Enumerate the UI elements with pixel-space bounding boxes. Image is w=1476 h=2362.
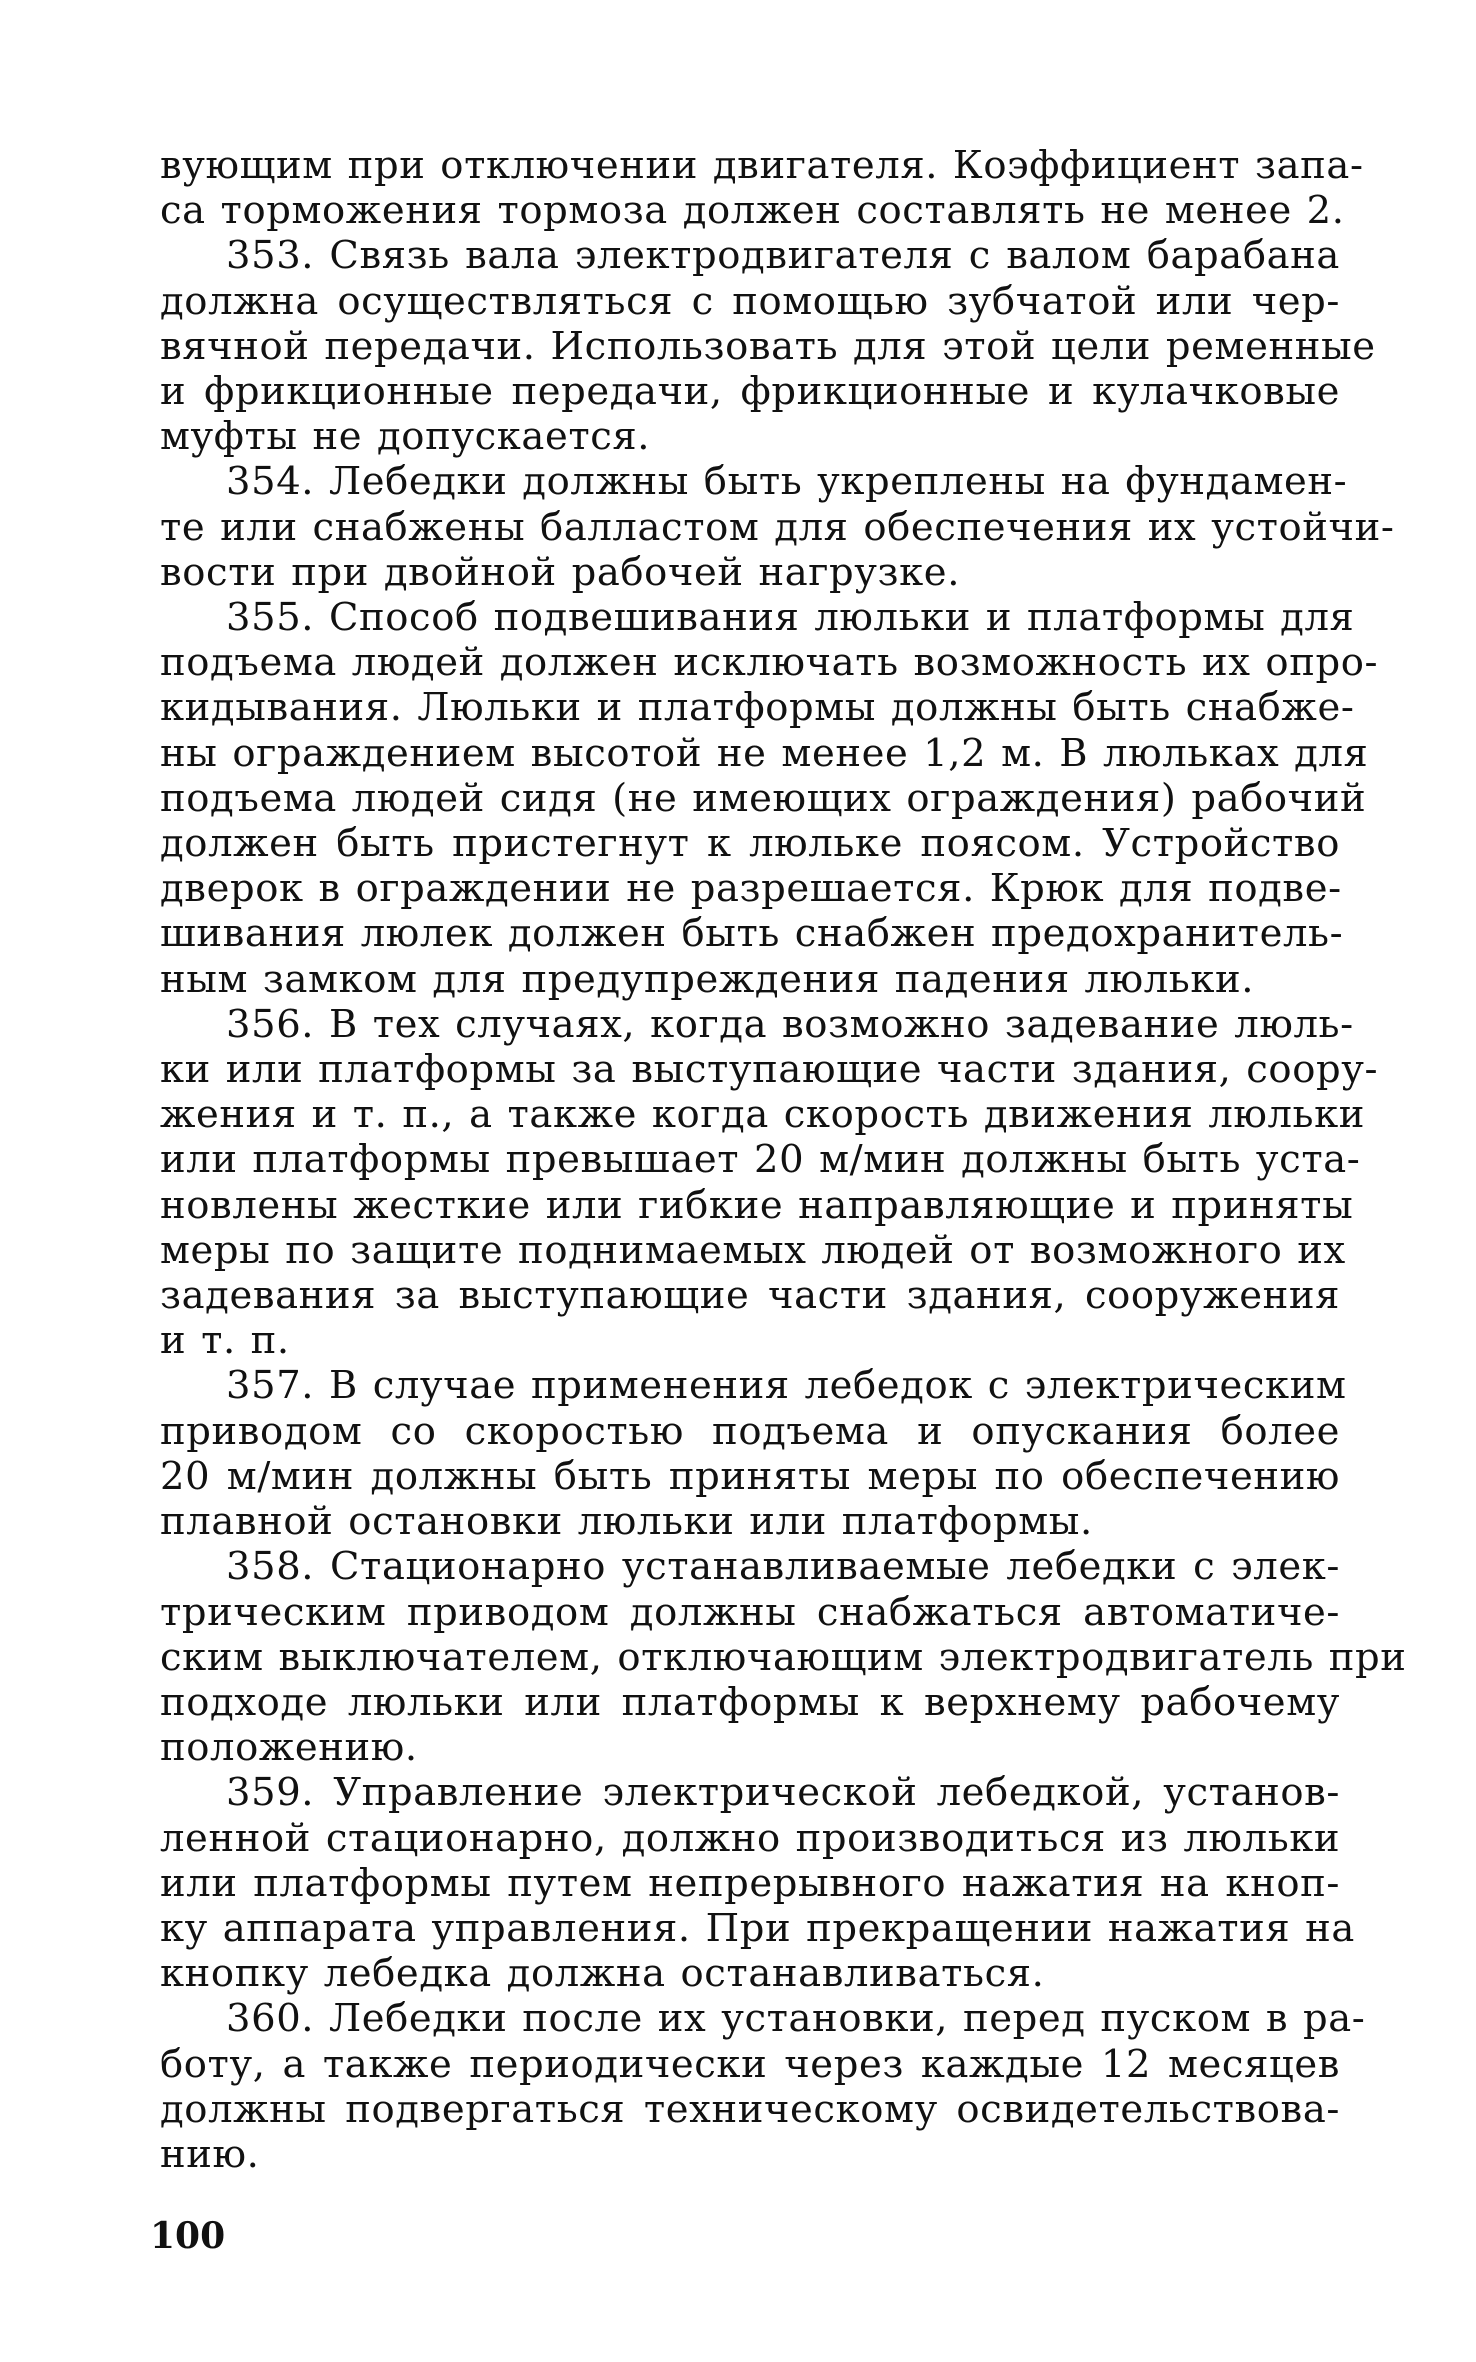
text-line: вячной передачи. Использовать для этой цели ременные <box>160 323 1376 369</box>
text-line: и т. п. <box>160 1318 290 1364</box>
paragraph-357-start: 357. В случае применения лебедок с электрическим <box>226 1363 1347 1409</box>
text-line: подходе люльки или платформы к верхнему рабочему <box>160 1679 1340 1725</box>
paragraph-354-start: 354. Лебедки должны быть укреплены на фундамен- <box>226 459 1348 505</box>
text-line: жения и т. п., а также когда скорость движения люльки <box>160 1092 1366 1138</box>
page-number: 100 <box>150 2215 226 2257</box>
text-line: шивания люлек должен быть снабжен предохранитель- <box>160 911 1344 957</box>
text-line: новлены жесткие или гибкие направляющие и приняты <box>160 1182 1354 1228</box>
text-line: ны ограждением высотой не менее 1,2 м. В люльках для <box>160 730 1369 776</box>
paragraph-359-start: 359. Управление электрической лебедкой, установ- <box>226 1770 1340 1816</box>
text-line: ным замком для предупреждения падения люльки. <box>160 956 1255 1002</box>
text-line: или платформы превышает 20 м/мин должны быть уста- <box>160 1137 1361 1183</box>
text-line: муфты не допускается. <box>160 414 651 460</box>
text-line: меры по защите поднимаемых людей от возможного их <box>160 1227 1346 1273</box>
text-line: задевания за выступающие части здания, сооружения <box>160 1273 1340 1319</box>
text-line: должна осуществляться с помощью зубчатой или чер- <box>160 278 1340 324</box>
paragraph-358-start: 358. Стационарно устанавливаемые лебедки с элек- <box>226 1544 1340 1590</box>
paragraph-353-start: 353. Связь вала электродвигателя с валом барабана <box>226 233 1340 279</box>
text-line: са торможения тормоза должен составлять не менее 2. <box>160 188 1345 234</box>
text-line: подъема людей сидя (не имеющих ограждения) рабочий <box>160 775 1367 821</box>
text-line: должны подвергаться техническому освидетельствова- <box>160 2086 1340 2132</box>
text-line: боту, а также периодически через каждые 12 месяцев <box>160 2041 1340 2087</box>
text-line: и фрикционные передачи, фрикционные и кулачковые <box>160 369 1340 415</box>
text-line: ским выключателем, отключающим электродвигатель при <box>160 1634 1407 1680</box>
text-line: трическим приводом должны снабжаться автоматиче- <box>160 1589 1340 1635</box>
paragraph-360-start: 360. Лебедки после их установки, перед пуском в ра- <box>226 1996 1366 2042</box>
paragraph-356-start: 356. В тех случаях, когда возможно задевание люль- <box>226 1001 1354 1047</box>
text-line: ленной стационарно, должно производиться из люльки <box>160 1815 1341 1861</box>
paragraph-355-start: 355. Способ подвешивания люльки и платформы для <box>226 595 1355 641</box>
text-line: кнопку лебедка должна останавливаться. <box>160 1951 1045 1997</box>
text-line: подъема людей должен исключать возможность их опро- <box>160 640 1379 686</box>
text-line: должен быть пристегнут к люльке поясом. Устройство <box>160 821 1340 867</box>
text-line: вости при двойной рабочей нагрузке. <box>160 549 961 595</box>
text-line: или платформы путем непрерывного нажатия на кноп- <box>160 1860 1340 1906</box>
text-line: ки или платформы за выступающие части здания, соору- <box>160 1047 1379 1093</box>
text-line: те или снабжены балластом для обеспечения их устойчи- <box>160 504 1395 550</box>
text-line: вующим при отключении двигателя. Коэффициент запа- <box>160 143 1364 188</box>
text-line: кидывания. Люльки и платформы должны быть снабже- <box>160 685 1355 731</box>
text-line: дверок в ограждении не разрешается. Крюк для подве- <box>160 866 1342 912</box>
text-line: 20 м/мин должны быть приняты меры по обеспечению <box>160 1453 1340 1499</box>
body-text <box>160 143 1407 2177</box>
text-line: положению. <box>160 1725 418 1771</box>
text-line: приводом со скоростью подъема и опускания более <box>160 1408 1340 1454</box>
text-line: нию. <box>160 2131 260 2177</box>
text-line: плавной остановки люльки или платформы. <box>160 1499 1093 1545</box>
text-line: ку аппарата управления. При прекращении нажатия на <box>160 1905 1355 1951</box>
